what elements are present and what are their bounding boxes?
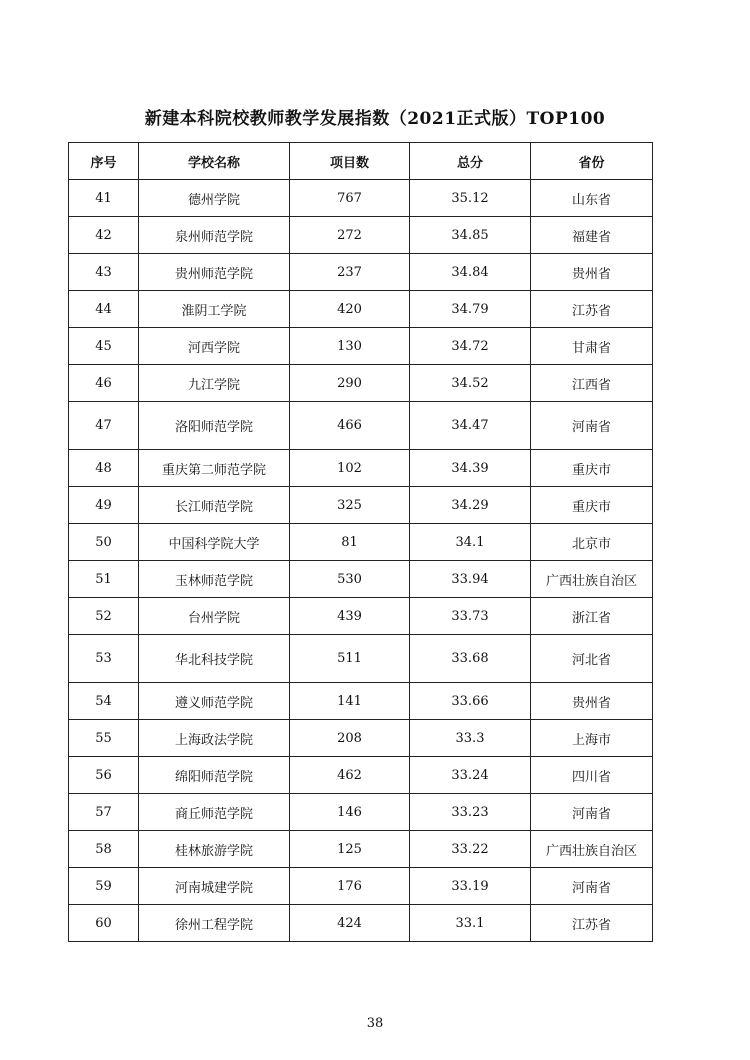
cell-school: 泉州师范学院 xyxy=(139,217,290,254)
cell-school: 徐州工程学院 xyxy=(139,905,290,942)
cell-projects: 530 xyxy=(290,561,410,598)
table-row xyxy=(69,254,653,291)
cell-score: 33.66 xyxy=(410,683,531,720)
cell-rank: 49 xyxy=(69,487,139,524)
table-row xyxy=(69,328,653,365)
cell-province: 上海市 xyxy=(531,720,653,757)
cell-rank: 59 xyxy=(69,868,139,905)
cell-province: 河北省 xyxy=(531,635,653,683)
cell-school: 玉林师范学院 xyxy=(139,561,290,598)
cell-school: 遵义师范学院 xyxy=(139,683,290,720)
cell-score: 33.68 xyxy=(410,635,531,683)
table-row xyxy=(69,487,653,524)
header-project-count: 项目数 xyxy=(290,143,410,180)
cell-projects: 237 xyxy=(290,254,410,291)
cell-rank: 58 xyxy=(69,831,139,868)
cell-projects: 767 xyxy=(290,180,410,217)
cell-school: 河南城建学院 xyxy=(139,868,290,905)
cell-score: 34.52 xyxy=(410,365,531,402)
cell-score: 34.84 xyxy=(410,254,531,291)
cell-score: 33.73 xyxy=(410,598,531,635)
cell-province: 河南省 xyxy=(531,868,653,905)
table-row xyxy=(69,217,653,254)
cell-projects: 462 xyxy=(290,757,410,794)
table-row xyxy=(69,524,653,561)
cell-school: 九江学院 xyxy=(139,365,290,402)
header-rank: 序号 xyxy=(69,143,139,180)
cell-province: 重庆市 xyxy=(531,487,653,524)
cell-school: 德州学院 xyxy=(139,180,290,217)
table-row xyxy=(69,365,653,402)
table-row xyxy=(69,450,653,487)
cell-province: 贵州省 xyxy=(531,683,653,720)
cell-score: 33.23 xyxy=(410,794,531,831)
cell-province: 甘肃省 xyxy=(531,328,653,365)
cell-score: 33.19 xyxy=(410,868,531,905)
ranking-table xyxy=(68,142,653,942)
cell-score: 34.47 xyxy=(410,402,531,450)
cell-province: 河南省 xyxy=(531,794,653,831)
cell-projects: 511 xyxy=(290,635,410,683)
cell-rank: 51 xyxy=(69,561,139,598)
cell-projects: 146 xyxy=(290,794,410,831)
table-header-row xyxy=(69,143,653,180)
cell-rank: 47 xyxy=(69,402,139,450)
cell-rank: 48 xyxy=(69,450,139,487)
cell-score: 33.22 xyxy=(410,831,531,868)
cell-school: 贵州师范学院 xyxy=(139,254,290,291)
cell-school: 上海政法学院 xyxy=(139,720,290,757)
table-row xyxy=(69,868,653,905)
cell-rank: 46 xyxy=(69,365,139,402)
cell-projects: 424 xyxy=(290,905,410,942)
cell-projects: 439 xyxy=(290,598,410,635)
table-row xyxy=(69,757,653,794)
cell-score: 33.24 xyxy=(410,757,531,794)
cell-score: 34.39 xyxy=(410,450,531,487)
cell-school: 商丘师范学院 xyxy=(139,794,290,831)
table-row xyxy=(69,794,653,831)
cell-score: 34.1 xyxy=(410,524,531,561)
cell-projects: 130 xyxy=(290,328,410,365)
table-row xyxy=(69,831,653,868)
cell-province: 江苏省 xyxy=(531,905,653,942)
cell-province: 浙江省 xyxy=(531,598,653,635)
cell-rank: 45 xyxy=(69,328,139,365)
cell-school: 长江师范学院 xyxy=(139,487,290,524)
cell-projects: 420 xyxy=(290,291,410,328)
table-row xyxy=(69,683,653,720)
cell-projects: 290 xyxy=(290,365,410,402)
cell-projects: 125 xyxy=(290,831,410,868)
cell-score: 33.3 xyxy=(410,720,531,757)
cell-rank: 53 xyxy=(69,635,139,683)
cell-projects: 141 xyxy=(290,683,410,720)
table-row xyxy=(69,905,653,942)
page-title: 新建本科院校教师教学发展指数（2021正式版）TOP100 xyxy=(144,109,606,129)
cell-projects: 208 xyxy=(290,720,410,757)
cell-projects: 272 xyxy=(290,217,410,254)
page-number: 38 xyxy=(366,1016,384,1031)
cell-province: 贵州省 xyxy=(531,254,653,291)
cell-rank: 60 xyxy=(69,905,139,942)
table-row xyxy=(69,561,653,598)
cell-score: 34.85 xyxy=(410,217,531,254)
cell-province: 重庆市 xyxy=(531,450,653,487)
cell-rank: 55 xyxy=(69,720,139,757)
cell-projects: 176 xyxy=(290,868,410,905)
cell-province: 福建省 xyxy=(531,217,653,254)
cell-rank: 56 xyxy=(69,757,139,794)
header-province: 省份 xyxy=(531,143,653,180)
cell-projects: 102 xyxy=(290,450,410,487)
cell-rank: 44 xyxy=(69,291,139,328)
cell-school: 华北科技学院 xyxy=(139,635,290,683)
cell-rank: 50 xyxy=(69,524,139,561)
cell-score: 35.12 xyxy=(410,180,531,217)
cell-score: 34.29 xyxy=(410,487,531,524)
cell-rank: 42 xyxy=(69,217,139,254)
cell-province: 广西壮族自治区 xyxy=(531,831,653,868)
cell-province: 北京市 xyxy=(531,524,653,561)
cell-rank: 52 xyxy=(69,598,139,635)
cell-school: 台州学院 xyxy=(139,598,290,635)
cell-province: 河南省 xyxy=(531,402,653,450)
cell-province: 江西省 xyxy=(531,365,653,402)
cell-school: 河西学院 xyxy=(139,328,290,365)
cell-rank: 41 xyxy=(69,180,139,217)
table-row xyxy=(69,180,653,217)
header-total-score: 总分 xyxy=(410,143,531,180)
cell-province: 江苏省 xyxy=(531,291,653,328)
cell-projects: 466 xyxy=(290,402,410,450)
table-row xyxy=(69,402,653,450)
table-row xyxy=(69,720,653,757)
cell-projects: 325 xyxy=(290,487,410,524)
table-row xyxy=(69,291,653,328)
cell-school: 桂林旅游学院 xyxy=(139,831,290,868)
cell-school: 中国科学院大学 xyxy=(139,524,290,561)
cell-province: 山东省 xyxy=(531,180,653,217)
table-row xyxy=(69,598,653,635)
cell-score: 34.72 xyxy=(410,328,531,365)
header-school-name: 学校名称 xyxy=(139,143,290,180)
cell-school: 绵阳师范学院 xyxy=(139,757,290,794)
cell-projects: 81 xyxy=(290,524,410,561)
cell-score: 34.79 xyxy=(410,291,531,328)
cell-rank: 43 xyxy=(69,254,139,291)
cell-school: 重庆第二师范学院 xyxy=(139,450,290,487)
cell-score: 33.94 xyxy=(410,561,531,598)
cell-school: 淮阴工学院 xyxy=(139,291,290,328)
table-row xyxy=(69,635,653,683)
cell-province: 广西壮族自治区 xyxy=(531,561,653,598)
cell-province: 四川省 xyxy=(531,757,653,794)
cell-rank: 54 xyxy=(69,683,139,720)
cell-rank: 57 xyxy=(69,794,139,831)
cell-score: 33.1 xyxy=(410,905,531,942)
cell-school: 洛阳师范学院 xyxy=(139,402,290,450)
